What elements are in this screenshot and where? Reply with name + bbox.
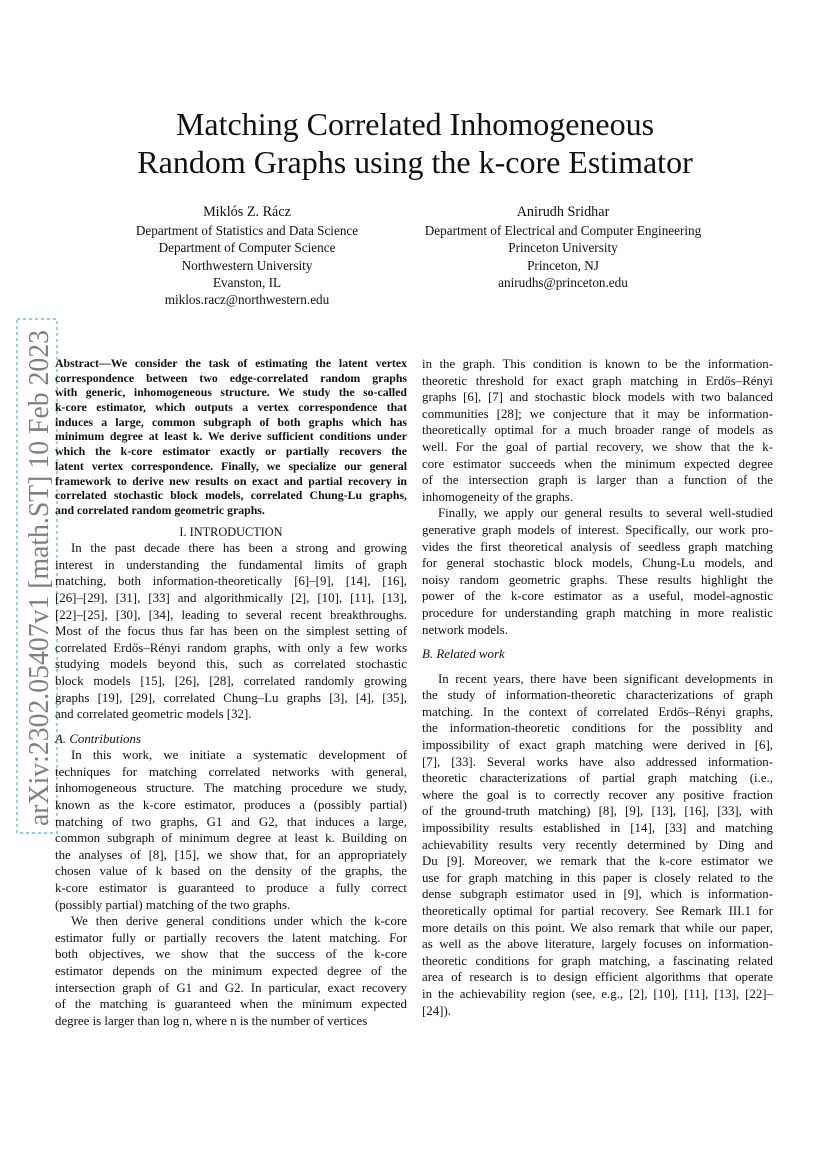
arxiv-id: arXiv:2302.05407v1 [math.ST] 10 Feb 2023 bbox=[24, 325, 55, 826]
author-name: Anirudh Sridhar bbox=[516, 204, 610, 220]
author-name: Miklós Z. Rácz bbox=[203, 204, 291, 220]
text-line: power of the k-core estimator as a useful, model-agnostic bbox=[422, 589, 773, 604]
paragraph bbox=[55, 540, 407, 723]
author-email[interactable]: miklos.racz@northwestern.edu bbox=[164, 292, 330, 308]
author-affiliation: Department of Statistics and Data Science bbox=[135, 223, 359, 238]
text-line: correlated stochastic block models, correlated Chung-Lu graphs, bbox=[55, 488, 407, 503]
text-line: framework to derive new results on exact and partial recovery in bbox=[55, 473, 407, 488]
text-line: induces a large, common subgraph of both graphs which has bbox=[55, 414, 407, 429]
text-line: degree is larger than log n, where n is the number of vertices bbox=[55, 1013, 368, 1028]
arxiv-stamp bbox=[16, 318, 58, 834]
text-line: intersection graph of G1 and G2. In particular, exact recovery bbox=[55, 980, 407, 995]
text-line: theoretic threshold for exact graph matching in Erdős–Rényi bbox=[422, 373, 773, 388]
text-line: graphs [6], [7] and stochastic block models with two balanced bbox=[422, 390, 773, 405]
text-line: which the k-core estimator exactly or partially recovers the bbox=[55, 444, 407, 459]
text-line: [22]–[25], [30], [34], leading to several recent breakthroughs. bbox=[55, 607, 407, 622]
text-line: matching. In the context of correlated Erdős–Rényi graphs, bbox=[422, 704, 773, 719]
author-location: Evanston, IL bbox=[212, 274, 282, 290]
text-line: estimator fully or partially recovers the latent matching. For bbox=[55, 930, 407, 945]
left-column bbox=[55, 356, 407, 1029]
text-line: both objectives, we show that the success of the k-core bbox=[55, 947, 407, 962]
text-line: and correlated random geometric graphs. bbox=[55, 502, 265, 517]
spacer bbox=[422, 638, 773, 646]
text-line: k-core estimator is guaranteed to produce a fully correct bbox=[55, 881, 407, 896]
text-line: [7], [33]. Several works have also addressed information- bbox=[422, 754, 773, 769]
text-line: the analyses of [8], [15], we show that, for an appropriately bbox=[55, 847, 407, 862]
text-line: achievability results very recently determined by Ding and bbox=[422, 837, 773, 852]
text-line: In this work, we initiate a systematic development of bbox=[71, 748, 407, 763]
paragraph bbox=[55, 747, 407, 913]
text-line: block models [15], [26], [28], correlated randomly growing bbox=[55, 673, 407, 688]
title-line-1: Matching Correlated Inhomogeneous bbox=[175, 106, 655, 142]
text-line: theoretic conditions for graph matching, a fascinating related bbox=[422, 953, 773, 968]
text-line: Du [9]. Moreover, we remark that the k-core estimator we bbox=[422, 854, 773, 869]
text-line: network models. bbox=[422, 622, 508, 637]
author-block-1 bbox=[97, 203, 397, 308]
text-line: area of research is to design efficient algorithms that operate bbox=[422, 970, 773, 985]
text-line: of the matching is guaranteed when the minimum expected bbox=[55, 997, 407, 1012]
text-line: of the intersection graph is larger than a function of the bbox=[422, 473, 773, 488]
text-line: in the graph. This condition is known to be the information- bbox=[422, 357, 773, 371]
paragraph bbox=[55, 913, 407, 1029]
text-line: inhomogeneous structure. The matching procedure we study, bbox=[55, 781, 407, 796]
text-line: Finally, we apply our general results to several well-studied bbox=[438, 506, 773, 521]
section-heading: I. INTRODUCTION bbox=[179, 524, 283, 539]
paper-title bbox=[90, 105, 740, 181]
text-line: the study of information-theoretic characterizations of graph bbox=[422, 688, 773, 703]
text-line: and correlated geometric models [32]. bbox=[55, 707, 252, 722]
text-line: more details on this point. We also remark that while our paper, bbox=[422, 920, 773, 935]
author-block-2 bbox=[398, 203, 728, 291]
author-affiliation: Department of Electrical and Computer Engineering bbox=[424, 223, 702, 238]
text-line: procedure for understanding graph matching in more realistic bbox=[422, 605, 773, 620]
text-line: (possibly partial) matching of the two graphs. bbox=[55, 897, 291, 912]
text-line: minimum degree at least k. We derive sufficient conditions under bbox=[55, 429, 407, 444]
text-line: studying models beyond this, such as correlated stochastic bbox=[55, 657, 407, 672]
author-affiliation: Northwestern University bbox=[181, 257, 313, 273]
text-line: theoretic characterizations of partial graph matching (i.e., bbox=[422, 771, 773, 786]
text-line: correlated Erdős–Rényi random graphs, with only a few works bbox=[55, 640, 407, 655]
author-email[interactable]: anirudhs@princeton.edu bbox=[498, 274, 628, 290]
text-line: core estimator succeeds when the minimum expected degree bbox=[422, 456, 773, 471]
text-line: In recent years, there have been significant developments in bbox=[438, 671, 773, 686]
text-line: in the achievability region (see, e.g., [2], [10], [11], [13], [22]– bbox=[422, 986, 773, 1001]
text-line: vides the first theoretical analysis of seedless graph matching bbox=[422, 539, 773, 554]
text-line: k-core estimator, which outputs a vertex correspondence that bbox=[55, 400, 407, 415]
text-line: Most of the focus thus far has been on the simplest setting of bbox=[55, 624, 407, 639]
text-line: impossibility results established in [14], [33] and matching bbox=[422, 821, 773, 836]
text-line: theoretically optimal for a much broader range of models as bbox=[422, 423, 773, 438]
text-line: matching of two graphs, G1 and G2, that induces a large, bbox=[55, 814, 407, 829]
text-line: known as the k-core estimator, produces a (possibly partial) bbox=[55, 798, 407, 813]
text-line: impossibility of exact graph matching were derived in [6], bbox=[422, 738, 773, 753]
text-line: of the ground-truth matching) [8], [9], [13], [16], [33], with bbox=[422, 804, 773, 819]
text-line: theoretically optimal for partial recovery. See Remark III.1 for bbox=[422, 904, 773, 918]
text-line: We then derive general conditions under which the k-core bbox=[71, 914, 407, 929]
subsection-heading: B. Related work bbox=[422, 647, 505, 662]
text-line: generative graph models of interest. Specifically, our work pro- bbox=[422, 522, 773, 537]
spacer bbox=[55, 723, 407, 731]
text-line: the information-theoretic conditions for the possiblity and bbox=[422, 721, 773, 736]
text-line: noisy random geometric graphs. These results highlight the bbox=[422, 572, 773, 587]
subsection-heading: A. Contributions bbox=[55, 731, 141, 746]
text-line: where the goal is to correctly recover any positive fraction bbox=[422, 787, 773, 802]
text-line: techniques for matching correlated networks with general, bbox=[55, 764, 407, 779]
author-affiliation: Princeton University bbox=[508, 240, 618, 256]
text-line: estimator depends on the minimum expected degree of the bbox=[55, 964, 407, 978]
text-line: common subgraph of minimum degree at least k. Building on bbox=[55, 831, 407, 846]
text-line: with generic, inhomogeneous structure. We study the so-called bbox=[55, 385, 407, 400]
author-location: Princeton, NJ bbox=[527, 257, 599, 273]
paragraph bbox=[422, 356, 773, 505]
text-line: graphs [19], [29], correlated Chung–Lu graphs [3], [4], [35], bbox=[55, 690, 407, 705]
text-line: as well as the above literature, largely focuses on information- bbox=[422, 937, 773, 952]
text-line: communities [28]; we conjecture that it may be information- bbox=[422, 406, 773, 421]
text-line: dense subgraph estimator used in [9], which is information- bbox=[422, 887, 773, 902]
paragraph bbox=[422, 505, 773, 638]
right-column bbox=[422, 356, 773, 1019]
author-affiliation: Department of Computer Science bbox=[158, 240, 336, 256]
text-line: chosen value of k based on the density of the graphs, the bbox=[55, 864, 407, 879]
text-line: interest in understanding the fundamental limits of graph bbox=[55, 557, 407, 572]
text-line: correspondence between two edge-correlated random graphs bbox=[55, 370, 407, 385]
text-line: [26]–[29], [31], [33] and algorithmically [2], [10], [11], [13], bbox=[55, 590, 407, 605]
text-line: for general stochastic block models, Chung-Lu models, and bbox=[422, 556, 773, 571]
title-line-2: Random Graphs using the k-core Estimator bbox=[137, 144, 693, 180]
text-line: Abstract—We consider the task of estimating the latent vertex bbox=[55, 356, 407, 370]
abstract bbox=[55, 356, 407, 518]
text-line: In the past decade there has been a strong and growing bbox=[71, 541, 407, 556]
text-line: [24]). bbox=[422, 1003, 451, 1018]
text-line: inhomogeneity of the graphs. bbox=[422, 489, 574, 504]
spacer bbox=[422, 663, 773, 671]
text-line: well. For the goal of partial recovery, we show that the k- bbox=[422, 439, 773, 454]
text-line: use for graph matching in this paper is closely related to the bbox=[422, 870, 773, 885]
text-line: latent vertex correspondence. Finally, we specialize our general bbox=[55, 458, 407, 473]
paragraph bbox=[422, 671, 773, 1019]
text-line: matching, both information-theoretically [6]–[9], [14], [16], bbox=[55, 574, 407, 589]
